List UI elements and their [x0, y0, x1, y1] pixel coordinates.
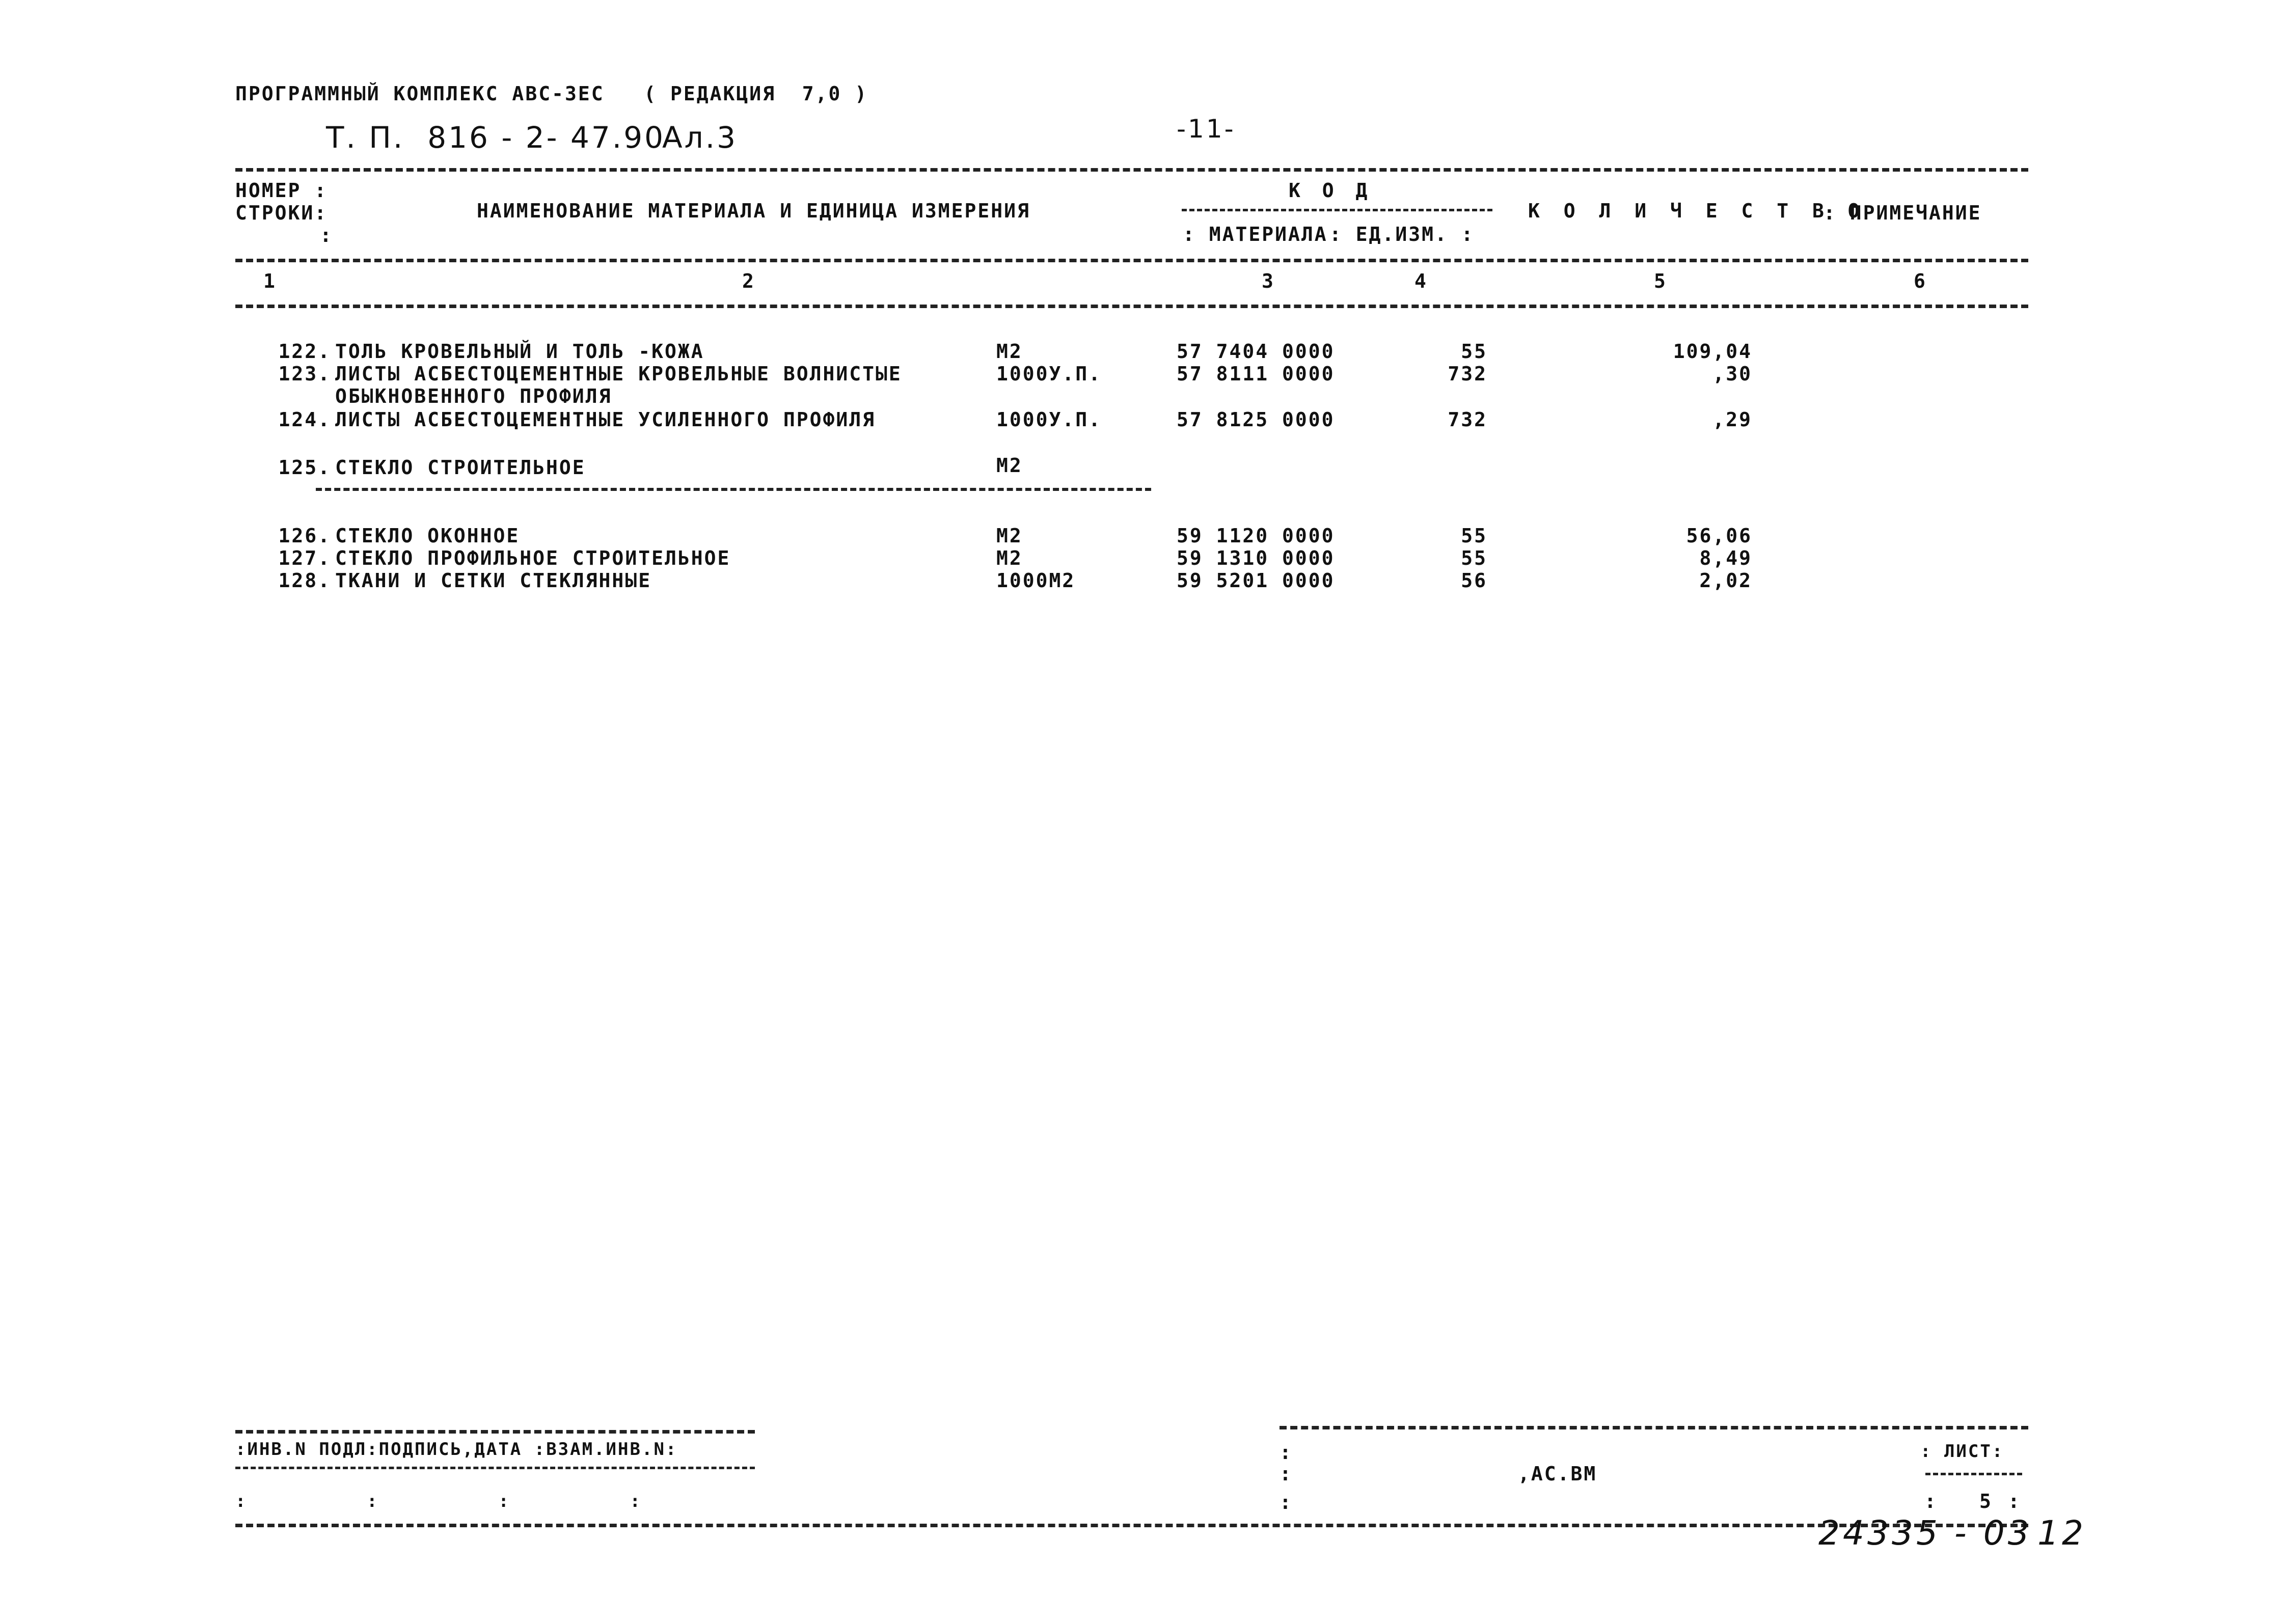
row-124-name: ЛИСТЫ АСБЕСТОЦЕМЕНТНЫЕ УСИЛЕННОГО ПРОФИЛЯ: [335, 408, 876, 431]
row-126-unit: М2: [996, 525, 1023, 547]
row-128-unit: 1000М2: [996, 569, 1076, 592]
footer-colon-b: :: [1280, 1463, 1293, 1485]
footer-sheet-colon-left: :: [1924, 1490, 1938, 1512]
row-123-num: 123.: [278, 363, 331, 385]
row-126-num: 126.: [278, 525, 331, 547]
table-header-rule: [235, 259, 2028, 262]
header-code: К О Д: [1289, 179, 1373, 202]
row-128-code: 59 5201 0000: [1177, 569, 1335, 592]
header-note: : ПРИМЕЧАНИЕ: [1824, 202, 1982, 224]
header-quantity: К О Л И Ч Е С Т В О: [1528, 200, 1866, 222]
stamp-page: 12: [2037, 1513, 2086, 1553]
header-row-number-2: СТРОКИ:: [235, 202, 328, 224]
footer-sheet-number: 5: [1979, 1490, 1993, 1512]
footer-sheet-rule: [1925, 1473, 2022, 1475]
footer-left-top-rule: [235, 1430, 755, 1434]
row-126-unit-code: 55: [1461, 525, 1487, 547]
row-126-code: 59 1120 0000: [1177, 525, 1335, 547]
row-122-code: 57 7404 0000: [1177, 340, 1335, 363]
row-122-num: 122.: [278, 340, 331, 363]
footer-right-top-rule: [1280, 1426, 2028, 1429]
footer-center-label: ,АС.ВМ: [1518, 1463, 1597, 1485]
header-name: НАИМЕНОВАНИЕ МАТЕРИАЛА И ЕДИНИЦА ИЗМЕРЕНИЯ: [477, 200, 1030, 222]
column-number-5: 5: [1654, 270, 1667, 292]
footer-sheet-label: : ЛИСТ:: [1920, 1441, 2004, 1462]
row-126-name: СТЕКЛО ОКОННОЕ: [335, 525, 520, 547]
row-123-name: ЛИСТЫ АСБЕСТОЦЕМЕНТНЫЕ КРОВЕЛЬНЫЕ ВОЛНИСТЫЕ: [335, 363, 902, 385]
row-125-underline: [316, 488, 1151, 491]
album-label: Ал.3: [662, 120, 738, 155]
footer-colon-c: :: [1280, 1491, 1293, 1513]
row-127-unit: М2: [996, 547, 1023, 569]
row-126-qty: 56,06: [1686, 525, 1752, 547]
row-124-unit-code: 732: [1448, 408, 1487, 431]
table-top-rule: [235, 168, 2028, 172]
row-128-name: ТКАНИ И СЕТКИ СТЕКЛЯННЫЕ: [335, 569, 652, 592]
footer-colon-a: :: [1280, 1441, 1293, 1464]
table-numbers-rule: [235, 305, 2028, 308]
row-122-qty: 109,04: [1673, 340, 1752, 363]
row-125-name: СТЕКЛО СТРОИТЕЛЬНОЕ: [335, 456, 586, 479]
column-number-1: 1: [263, 270, 277, 292]
row-123-unit: 1000У.П.: [996, 363, 1102, 385]
row-122-unit: М2: [996, 340, 1023, 363]
row-123-unit-code: 732: [1448, 363, 1487, 385]
row-123-code: 57 8111 0000: [1177, 363, 1335, 385]
row-127-qty: 8,49: [1699, 547, 1752, 569]
program-header: ПРОГРАММНЫЙ КОМПЛЕКС АВС-ЗЕС ( РЕДАКЦИЯ 7,0 ): [235, 82, 868, 105]
row-127-unit-code: 55: [1461, 547, 1487, 569]
row-127-code: 59 1310 0000: [1177, 547, 1335, 569]
doc-code: Т. П. 816 - 2- 47.90: [326, 120, 666, 155]
header-row-number-1: НОМЕР :: [235, 179, 328, 202]
footer-left-header: :ИНВ.N ПОДЛ:ПОДПИСЬ,ДАТА :ВЗАМ.ИНВ.N:: [235, 1439, 678, 1460]
row-122-name: ТОЛЬ КРОВЕЛЬНЫЙ И ТОЛЬ -КОЖА: [335, 340, 704, 363]
row-127-num: 127.: [278, 547, 331, 569]
footer-left-mid-rule: [235, 1467, 755, 1469]
row-125-unit: М2: [996, 454, 1023, 477]
row-127-name: СТЕКЛО ПРОФИЛЬНОЕ СТРОИТЕЛЬНОЕ: [335, 547, 731, 569]
row-125-num: 125.: [278, 456, 331, 479]
footer-left-row: : : : :: [235, 1491, 642, 1511]
row-124-unit: 1000У.П.: [996, 408, 1102, 431]
row-124-code: 57 8125 0000: [1177, 408, 1335, 431]
header-unit: : ЕД.ИЗМ. :: [1329, 223, 1475, 245]
header-material: : МАТЕРИАЛА: [1183, 223, 1328, 245]
page-label: -11-: [1177, 114, 1236, 144]
row-124-qty: ,29: [1712, 408, 1752, 431]
row-128-num: 128.: [278, 569, 331, 592]
footer-sheet-colon-right: :: [2008, 1490, 2021, 1512]
column-number-3: 3: [1262, 270, 1275, 292]
row-128-qty: 2,02: [1699, 569, 1752, 592]
stamp-number: 24335 - 03: [1818, 1513, 2032, 1553]
header-row-number-3: :: [320, 224, 333, 246]
row-122-unit-code: 55: [1461, 340, 1487, 363]
row-124-num: 124.: [278, 408, 331, 431]
code-subheader-rule: [1182, 209, 1492, 211]
column-number-2: 2: [742, 270, 755, 292]
row-123-name-line2: ОБЫКНОВЕННОГО ПРОФИЛЯ: [335, 385, 612, 407]
column-number-4: 4: [1414, 270, 1428, 292]
footer-bottom-rule: [235, 1524, 2028, 1527]
column-number-6: 6: [1914, 270, 1927, 292]
row-128-unit-code: 56: [1461, 569, 1487, 592]
row-123-qty: ,30: [1712, 363, 1752, 385]
